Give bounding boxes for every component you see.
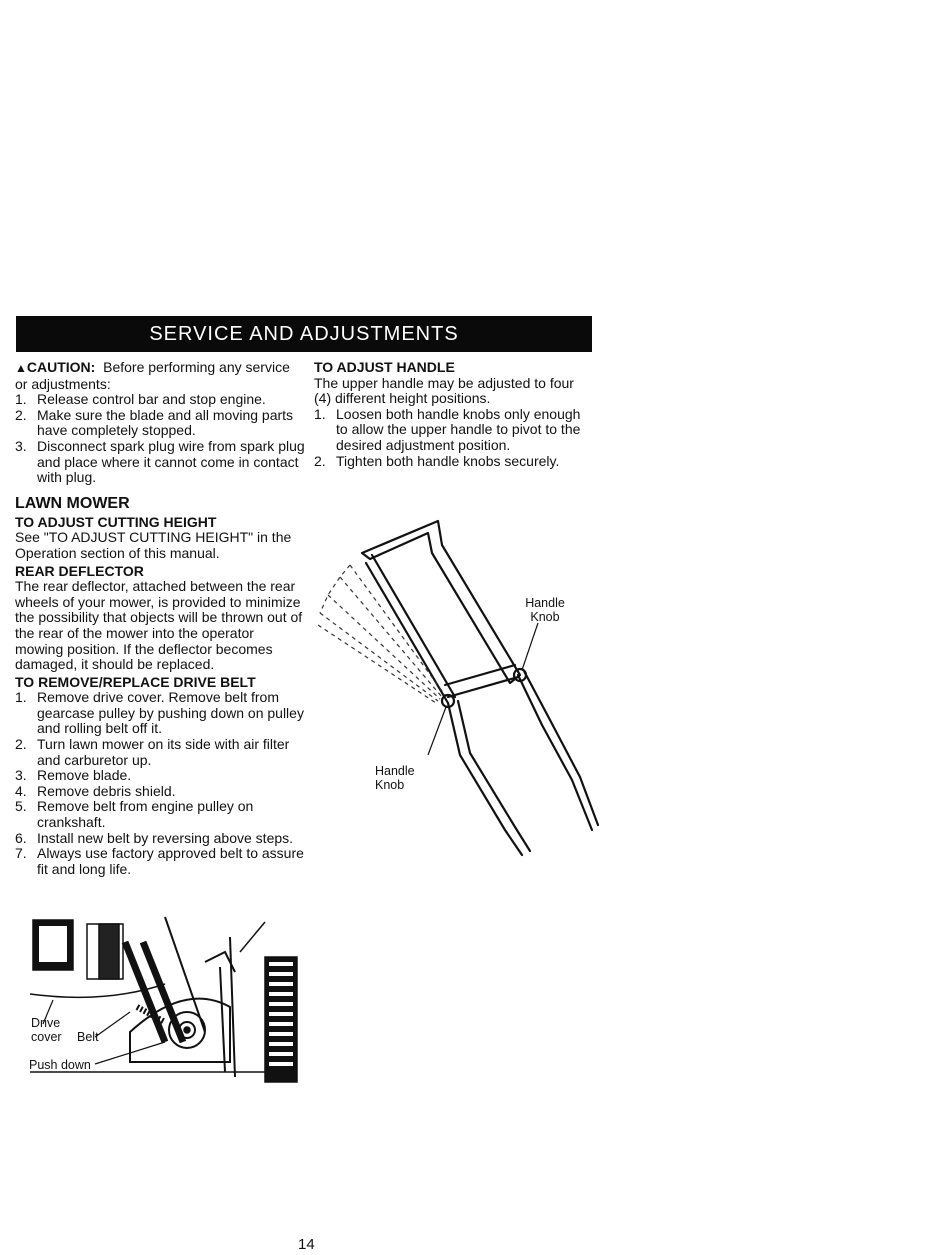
handle-adjustment-figure — [310, 505, 610, 875]
belt-label: Belt — [77, 1030, 99, 1044]
drive-belt-heading: TO REMOVE/REPLACE DRIVE BELT — [15, 673, 256, 690]
drive-belt-figure — [25, 912, 305, 1087]
left-column — [15, 360, 305, 877]
list-item: 4. Remove debris shield. — [15, 782, 176, 799]
rear-deflector-heading: REAR DEFLECTOR — [15, 562, 144, 579]
caution-steps — [15, 392, 305, 486]
caution-text: Before performing any service or adjustments: — [15, 359, 290, 392]
list-item: 1. Loosen both handle knobs only enough to allow the upper handle to pivot to the desired adjustment position. — [314, 405, 581, 453]
adjust-handle-intro: The upper handle may be adjusted to four (4) different height positions. — [314, 374, 574, 407]
cutting-height-text: See "TO ADJUST CUTTING HEIGHT" in the Operation section of this manual. — [15, 529, 292, 561]
handle-knob-label-right: Handle Knob — [525, 596, 565, 624]
list-item: 3. Disconnect spark plug wire from spark plug and place where it cannot come in contact with plug. — [15, 437, 305, 486]
list-item: 1. Remove drive cover. Remove belt from gearcase pulley by pushing down on pulley and rolling belt off it. — [15, 689, 304, 737]
cutting-height-heading: TO ADJUST CUTTING HEIGHT — [15, 513, 217, 530]
list-item: 1. Release control bar and stop engine. — [15, 391, 266, 408]
caution-label: CAUTION: — [26, 359, 96, 375]
rear-deflector-text: The rear deflector, attached between the rear wheels of your mower, is provided to minimize the possibility that objects will be thrown out of the rear of the mower into the operator mowing position. If the deflector becomes damaged, it should be replaced. — [15, 578, 303, 673]
list-item: 3. Remove blade. — [15, 767, 132, 784]
drive-belt-steps — [15, 690, 305, 877]
section-title: SERVICE AND ADJUSTMENTS — [16, 316, 592, 352]
warning-triangle-icon: ▲ — [15, 361, 27, 375]
caution-paragraph — [15, 360, 305, 392]
list-item: 2. Turn lawn mower on its side with air filter and carburetor up. — [15, 736, 290, 768]
list-item: 7. Always use factory approved belt to assure fit and long life. — [15, 845, 304, 877]
push-down-label: Push down — [29, 1058, 91, 1072]
adjust-handle-steps — [314, 407, 589, 469]
list-item: 6. Install new belt by reversing above steps. — [15, 829, 294, 846]
adjust-handle-heading: TO ADJUST HANDLE — [314, 359, 455, 375]
drive-cover-label: Drive cover — [31, 1016, 62, 1044]
list-item: 2. Make sure the blade and all moving parts have completely stopped. — [15, 406, 294, 439]
page-number: 14 — [298, 1236, 315, 1253]
lawn-mower-heading: LAWN MOWER — [15, 494, 130, 512]
list-item: 2. Tighten both handle knobs securely. — [314, 452, 560, 469]
handle-illustration — [310, 505, 610, 875]
handle-knob-label-left: Handle Knob — [375, 764, 415, 792]
list-item: 5. Remove belt from engine pulley on crankshaft. — [15, 798, 254, 831]
right-column — [314, 360, 589, 469]
